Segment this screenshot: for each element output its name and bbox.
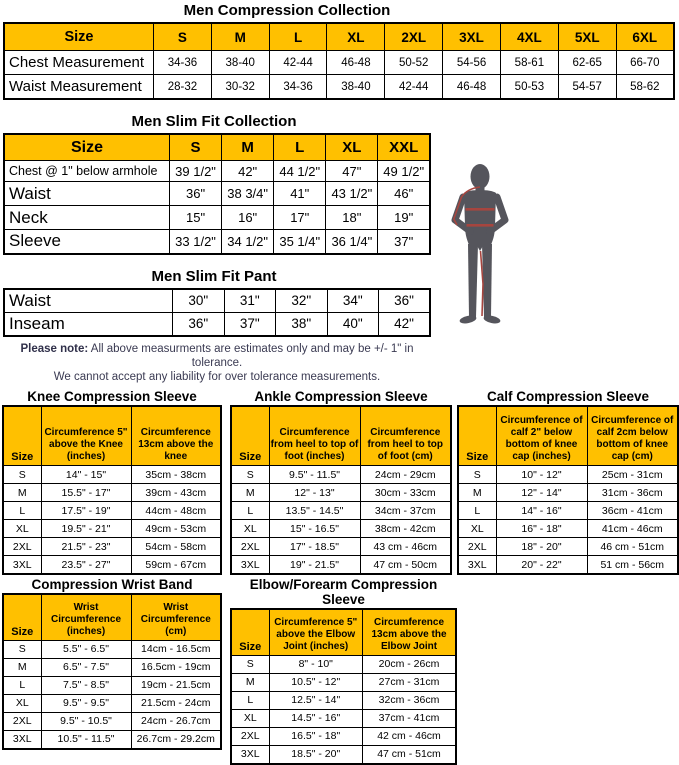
title-knee-compression-sleeve: Knee Compression Sleeve (27, 388, 197, 404)
column-header-cell: Circumference from heel to top of foot (cm) (360, 406, 451, 466)
column-header-cell: 3XL (443, 23, 501, 51)
value-cell: 17.5" - 19" (41, 502, 131, 520)
row-label-cell: 2XL (3, 538, 41, 556)
size-header-cell: Size (3, 406, 41, 466)
value-cell: 9.5" - 9.5" (41, 694, 131, 712)
value-cell: 42" (222, 161, 274, 182)
value-cell: 40" (327, 312, 379, 336)
row-label-cell: XL (3, 520, 41, 538)
column-header-cell: Circumference of calf 2cm below bottom of knee cap (cm) (587, 406, 678, 466)
value-cell: 10.5" - 11.5" (41, 730, 131, 749)
value-cell: 46-48 (443, 75, 501, 100)
value-cell: 35 1/4" (274, 230, 326, 254)
value-cell: 54cm - 58cm (131, 538, 221, 556)
value-cell: 30-32 (211, 75, 269, 100)
row-label-cell: XL (231, 709, 269, 727)
value-cell: 18.5" - 20" (269, 745, 363, 764)
value-cell: 10.5" - 12" (269, 673, 363, 691)
value-cell: 14.5" - 16" (269, 709, 363, 727)
row-label-cell: 3XL (3, 730, 41, 749)
table-row (231, 655, 456, 673)
value-cell: 38" (276, 312, 328, 336)
value-cell: 44cm - 48cm (131, 502, 221, 520)
value-cell: 39 1/2" (170, 161, 222, 182)
value-cell: 12.5" - 14" (269, 691, 363, 709)
table-row (4, 289, 430, 313)
column-header-cell: Circumference 13cm above the knee (131, 406, 221, 466)
value-cell: 38-40 (211, 51, 269, 75)
value-cell: 8" - 10" (269, 655, 363, 673)
row-label-cell: XL (458, 520, 496, 538)
size-header-cell: Size (231, 406, 269, 466)
row-label-cell: S (3, 466, 41, 484)
value-cell: 14" - 16" (496, 502, 587, 520)
value-cell: 44 1/2" (274, 161, 326, 182)
value-cell: 16.5cm - 19cm (131, 658, 221, 676)
value-cell: 12" - 13" (269, 484, 360, 502)
table-row (3, 502, 221, 520)
value-cell: 51 cm - 56cm (587, 556, 678, 575)
small-tables-row-2 (2, 575, 679, 765)
table-row (3, 730, 221, 749)
value-cell: 19.5" - 21" (41, 520, 131, 538)
table-row (231, 502, 451, 520)
row-label-cell: L (3, 502, 41, 520)
table-row (4, 75, 674, 100)
row-label-cell: Sleeve (4, 230, 170, 254)
value-cell: 38 3/4" (222, 182, 274, 206)
value-cell: 36" (379, 289, 431, 313)
column-header-cell: L (269, 23, 327, 51)
wrist-band-section (2, 575, 222, 750)
row-label-cell: L (458, 502, 496, 520)
column-header-cell: XXL (378, 134, 430, 161)
value-cell: 46" (378, 182, 430, 206)
size-header-cell: Size (231, 609, 269, 655)
knee-compression-sleeve-table (2, 405, 222, 576)
title-elbow-forearm-compression-sleeve: Elbow/Forearm Compression Sleeve (249, 577, 438, 607)
row-label-cell: M (3, 484, 41, 502)
men-slim-fit-pant-table (3, 288, 431, 337)
slim-fit-section (0, 113, 679, 384)
row-label-cell: M (231, 484, 269, 502)
value-cell: 27cm - 31cm (363, 673, 457, 691)
title-ankle-compression-sleeve: Ankle Compression Sleeve (254, 388, 428, 404)
note-line1: All above measurments are estimates only and may be +/- 1" in tolerance. (90, 342, 414, 369)
value-cell: 23.5" - 27" (41, 556, 131, 575)
value-cell: 31" (224, 289, 276, 313)
header-row (3, 594, 221, 640)
row-label-cell: S (231, 466, 269, 484)
value-cell: 21.5" - 23" (41, 538, 131, 556)
row-label-cell: Chest Measurement (4, 51, 154, 75)
value-cell: 41" (274, 182, 326, 206)
row-label-cell: XL (3, 694, 41, 712)
value-cell: 6.5" - 7.5" (41, 658, 131, 676)
ankle-compression-sleeve-table (230, 405, 452, 576)
value-cell: 33 1/2" (170, 230, 222, 254)
value-cell: 62-65 (558, 51, 616, 75)
value-cell: 20" - 22" (496, 556, 587, 575)
header-row (4, 23, 674, 51)
table-row (4, 51, 674, 75)
value-cell: 42 cm - 46cm (363, 727, 457, 745)
value-cell: 42-44 (269, 51, 327, 75)
header-row (231, 406, 451, 466)
value-cell: 25cm - 31cm (587, 466, 678, 484)
value-cell: 30cm - 33cm (360, 484, 451, 502)
column-header-cell: XL (326, 134, 378, 161)
small-tables-row-1 (2, 387, 679, 576)
header-row (3, 406, 221, 466)
compression-wrist-band-table (2, 593, 222, 750)
table-row (231, 727, 456, 745)
table-row (3, 712, 221, 730)
note-line2: We cannot accept any liability for over tolerance measurements. (53, 370, 381, 383)
value-cell: 9.5" - 10.5" (41, 712, 131, 730)
table-row (3, 484, 221, 502)
row-label-cell: 2XL (458, 538, 496, 556)
table-row (3, 466, 221, 484)
row-label-cell: 2XL (231, 727, 269, 745)
row-label-cell: Waist (4, 182, 170, 206)
table-row (231, 673, 456, 691)
value-cell: 24cm - 26.7cm (131, 712, 221, 730)
value-cell: 16.5" - 18" (269, 727, 363, 745)
value-cell: 47" (326, 161, 378, 182)
men-slim-fit-collection-table (3, 133, 431, 255)
value-cell: 38-40 (327, 75, 385, 100)
value-cell: 16" (222, 206, 274, 230)
row-label-cell: L (3, 676, 41, 694)
calf-sleeve-section (457, 387, 679, 576)
knee-sleeve-section (2, 387, 222, 576)
value-cell: 36" (170, 182, 222, 206)
row-label-cell: 2XL (3, 712, 41, 730)
value-cell: 7.5" - 8.5" (41, 676, 131, 694)
table-row (3, 538, 221, 556)
value-cell: 14" - 15" (41, 466, 131, 484)
table-row (3, 694, 221, 712)
size-header-cell: Size (4, 23, 154, 51)
value-cell: 19" - 21.5" (269, 556, 360, 575)
value-cell: 24cm - 29cm (360, 466, 451, 484)
ankle-sleeve-section (230, 387, 452, 576)
column-header-cell: L (274, 134, 326, 161)
value-cell: 42-44 (385, 75, 443, 100)
column-header-cell: 4XL (500, 23, 558, 51)
row-label-cell: S (3, 640, 41, 658)
table-row (458, 538, 678, 556)
value-cell: 19cm - 21.5cm (131, 676, 221, 694)
table-row (231, 466, 451, 484)
value-cell: 49 1/2" (378, 161, 430, 182)
value-cell: 5.5" - 6.5" (41, 640, 131, 658)
row-label-cell: Waist (4, 289, 173, 313)
row-label-cell: L (231, 502, 269, 520)
table-row (3, 556, 221, 575)
value-cell: 17" - 18.5" (269, 538, 360, 556)
value-cell: 34 1/2" (222, 230, 274, 254)
size-header-cell: Size (4, 134, 170, 161)
row-label-cell: 3XL (458, 556, 496, 575)
value-cell: 34-36 (154, 51, 212, 75)
table-row (231, 484, 451, 502)
value-cell: 30" (173, 289, 225, 313)
table-row (458, 466, 678, 484)
table-row (458, 502, 678, 520)
value-cell: 16" - 18" (496, 520, 587, 538)
value-cell: 32cm - 36cm (363, 691, 457, 709)
value-cell: 36 1/4" (326, 230, 378, 254)
calf-compression-sleeve-table (457, 405, 679, 576)
column-header-cell: 5XL (558, 23, 616, 51)
row-label-cell: M (231, 673, 269, 691)
value-cell: 35cm - 38cm (131, 466, 221, 484)
value-cell: 13.5" - 14.5" (269, 502, 360, 520)
row-label-cell: L (231, 691, 269, 709)
value-cell: 46 cm - 51cm (587, 538, 678, 556)
value-cell: 34-36 (269, 75, 327, 100)
row-label-cell: M (3, 658, 41, 676)
value-cell: 19" (378, 206, 430, 230)
value-cell: 36cm - 41cm (587, 502, 678, 520)
value-cell: 28-32 (154, 75, 212, 100)
column-header-cell: XL (327, 23, 385, 51)
row-label-cell: S (458, 466, 496, 484)
table-row (3, 640, 221, 658)
table-row (458, 484, 678, 502)
table-row (4, 312, 430, 336)
value-cell: 46-48 (327, 51, 385, 75)
table-row (231, 745, 456, 764)
value-cell: 34" (327, 289, 379, 313)
table-row (231, 556, 451, 575)
column-header-cell: Circumference of calf 2" below bottom of knee cap (inches) (496, 406, 587, 466)
value-cell: 59cm - 67cm (131, 556, 221, 575)
column-header-cell: Circumference from heel to top of foot (inches) (269, 406, 360, 466)
row-label-cell: 3XL (231, 556, 269, 575)
table-row (4, 161, 430, 182)
title-men-slim-fit-collection: Men Slim Fit Collection (131, 113, 297, 130)
row-label-cell: M (458, 484, 496, 502)
row-label-cell: Chest @ 1" below armhole (4, 161, 170, 182)
table-row (4, 206, 430, 230)
men-compression-collection-table (3, 22, 675, 100)
value-cell: 15.5" - 17" (41, 484, 131, 502)
table-row (231, 691, 456, 709)
size-header-cell: Size (3, 594, 41, 640)
column-header-cell: Circumference 5" above the Elbow Joint (inches) (269, 609, 363, 655)
value-cell: 15" - 16.5" (269, 520, 360, 538)
value-cell: 50-52 (385, 51, 443, 75)
row-label-cell: XL (231, 520, 269, 538)
row-label-cell: Waist Measurement (4, 75, 154, 100)
value-cell: 47 cm - 50cm (360, 556, 451, 575)
value-cell: 26.7cm - 29.2cm (131, 730, 221, 749)
value-cell: 37cm - 41cm (363, 709, 457, 727)
row-label-cell: Inseam (4, 312, 173, 336)
note-bold-prefix: Please note: (20, 342, 89, 355)
table-row (3, 520, 221, 538)
title-men-compression-collection: Men Compression Collection (183, 2, 391, 19)
value-cell: 41cm - 46cm (587, 520, 678, 538)
value-cell: 47 cm - 51cm (363, 745, 457, 764)
column-header-cell: Wrist Circumference (inches) (41, 594, 131, 640)
value-cell: 58-61 (500, 51, 558, 75)
column-header-cell: Wrist Circumference (cm) (131, 594, 221, 640)
header-row (458, 406, 678, 466)
value-cell: 18" (326, 206, 378, 230)
header-row (4, 134, 430, 161)
row-label-cell: 3XL (231, 745, 269, 764)
value-cell: 10" - 12" (496, 466, 587, 484)
column-header-cell: M (211, 23, 269, 51)
value-cell: 36" (173, 312, 225, 336)
value-cell: 31cm - 36cm (587, 484, 678, 502)
value-cell: 32" (276, 289, 328, 313)
value-cell: 54-57 (558, 75, 616, 100)
column-header-cell: Circumference 5" above the Knee (inches) (41, 406, 131, 466)
size-header-cell: Size (458, 406, 496, 466)
column-header-cell: 2XL (385, 23, 443, 51)
value-cell: 38cm - 42cm (360, 520, 451, 538)
table-row (3, 676, 221, 694)
value-cell: 21.5cm - 24cm (131, 694, 221, 712)
value-cell: 42" (379, 312, 431, 336)
value-cell: 20cm - 26cm (363, 655, 457, 673)
elbow-forearm-compression-sleeve-table (230, 608, 457, 765)
value-cell: 43 cm - 46cm (360, 538, 451, 556)
row-label-cell: Neck (4, 206, 170, 230)
title-men-slim-fit-pant: Men Slim Fit Pant (151, 267, 277, 285)
header-row (231, 609, 456, 655)
value-cell: 15" (170, 206, 222, 230)
male-silhouette-figure (447, 164, 513, 336)
row-label-cell: 2XL (231, 538, 269, 556)
value-cell: 34cm - 37cm (360, 502, 451, 520)
column-header-cell: M (222, 134, 274, 161)
table-row (3, 658, 221, 676)
table-row (4, 182, 430, 206)
value-cell: 58-62 (616, 75, 674, 100)
table-row (458, 556, 678, 575)
table-row (458, 520, 678, 538)
column-header-cell: 6XL (616, 23, 674, 51)
table-row (231, 709, 456, 727)
value-cell: 50-53 (500, 75, 558, 100)
column-header-cell: S (170, 134, 222, 161)
value-cell: 17" (274, 206, 326, 230)
table-row (231, 520, 451, 538)
table-row (4, 230, 430, 254)
value-cell: 9.5" - 11.5" (269, 466, 360, 484)
row-label-cell: 3XL (3, 556, 41, 575)
row-label-cell: S (231, 655, 269, 673)
column-header-cell: Circumference 13cm above the Elbow Joint (363, 609, 457, 655)
value-cell: 14cm - 16.5cm (131, 640, 221, 658)
tolerance-note (0, 342, 434, 384)
value-cell: 37" (378, 230, 430, 254)
table-row (231, 538, 451, 556)
value-cell: 18" - 20" (496, 538, 587, 556)
column-header-cell: S (154, 23, 212, 51)
value-cell: 37" (224, 312, 276, 336)
title-calf-compression-sleeve: Calf Compression Sleeve (486, 388, 650, 404)
title-compression-wrist-band: Compression Wrist Band (31, 577, 193, 592)
value-cell: 39cm - 43cm (131, 484, 221, 502)
elbow-sleeve-section (230, 575, 457, 765)
value-cell: 49cm - 53cm (131, 520, 221, 538)
value-cell: 66-70 (616, 51, 674, 75)
value-cell: 54-56 (443, 51, 501, 75)
value-cell: 12" - 14" (496, 484, 587, 502)
value-cell: 43 1/2" (326, 182, 378, 206)
